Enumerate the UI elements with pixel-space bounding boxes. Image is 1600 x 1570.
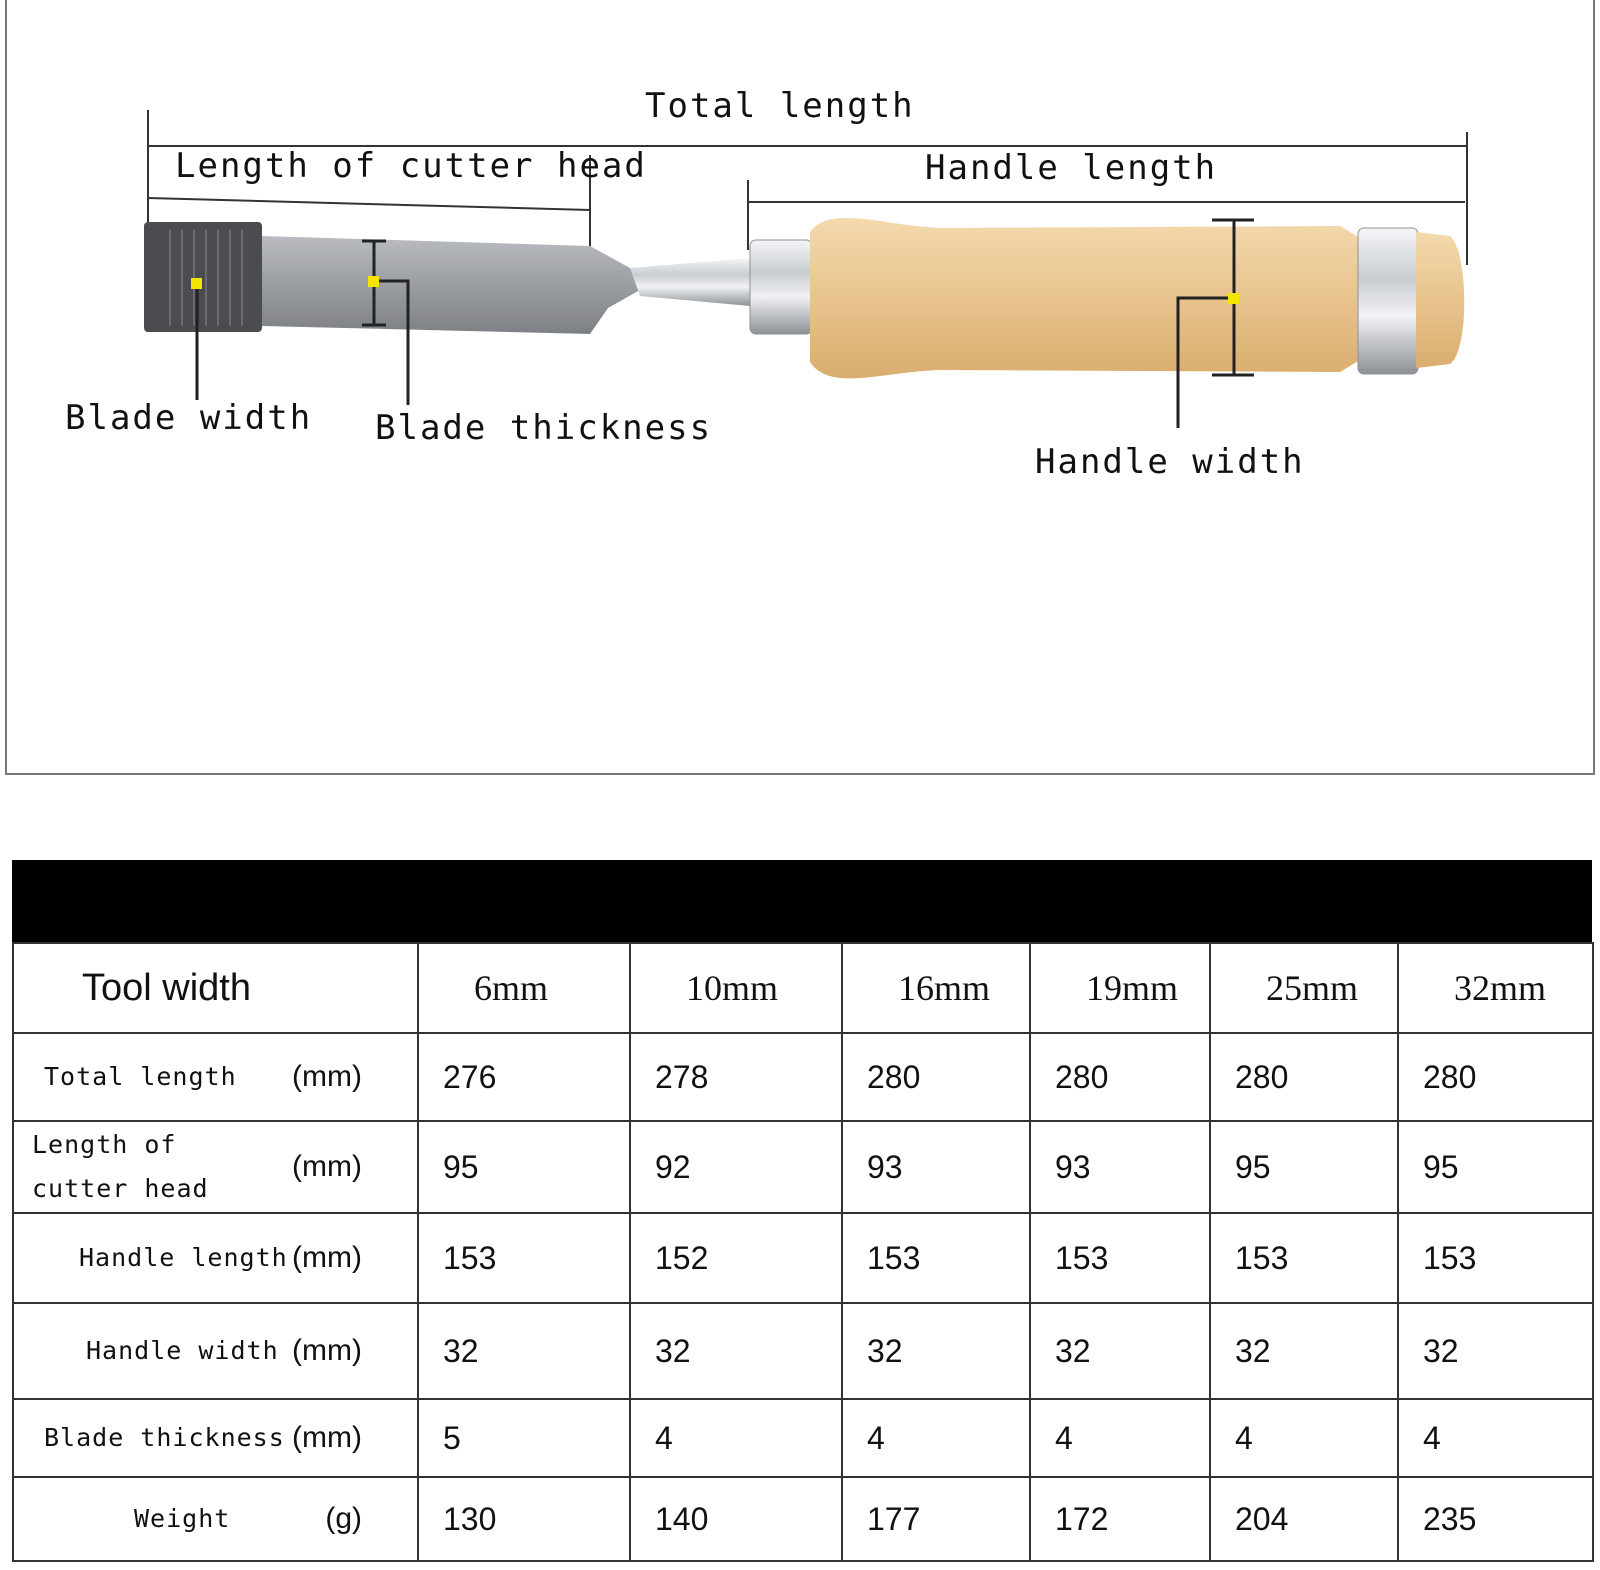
table-row	[13, 1213, 1593, 1303]
table-cell: 93	[842, 1121, 1030, 1213]
table-cell: 276	[418, 1033, 630, 1121]
blade-width-label: Blade width	[65, 398, 313, 438]
table-cell: 280	[842, 1033, 1030, 1121]
row-unit: (mm)	[292, 1241, 362, 1274]
row-label-cell	[13, 1121, 418, 1213]
table-cell: 204	[1210, 1477, 1398, 1561]
table-header-row	[13, 943, 1593, 1033]
table-header-band	[12, 860, 1592, 942]
blade	[144, 222, 750, 334]
table-cell: 4	[1398, 1399, 1593, 1477]
row-label: Total length	[44, 1062, 237, 1091]
table-cell: 93	[1030, 1121, 1210, 1213]
table-cell: 4	[630, 1399, 842, 1477]
table-cell: 280	[1210, 1033, 1398, 1121]
table-cell: 95	[1210, 1121, 1398, 1213]
table-cell: 152	[630, 1213, 842, 1303]
blade-thickness-label: Blade thickness	[375, 408, 713, 448]
size-header: 16mm	[842, 943, 1030, 1033]
tool-width-header: Tool width	[13, 943, 418, 1033]
row-label-cell	[13, 1033, 418, 1121]
table-cell: 153	[1030, 1213, 1210, 1303]
table-cell: 153	[418, 1213, 630, 1303]
row-label-cell	[13, 1477, 418, 1561]
row-unit: (mm)	[292, 1150, 362, 1183]
table-cell: 4	[1030, 1399, 1210, 1477]
table-cell: 4	[1210, 1399, 1398, 1477]
table-cell: 92	[630, 1121, 842, 1213]
row-unit: (mm)	[292, 1334, 362, 1367]
table-row	[13, 1477, 1593, 1561]
table-row	[13, 1121, 1593, 1213]
table-cell: 95	[1398, 1121, 1593, 1213]
table-row	[13, 1303, 1593, 1399]
table-cell: 32	[1398, 1303, 1593, 1399]
size-header: 6mm	[418, 943, 630, 1033]
size-header: 32mm	[1398, 943, 1593, 1033]
table-cell: 153	[1398, 1213, 1593, 1303]
table-row	[13, 1399, 1593, 1477]
table-cell: 32	[1210, 1303, 1398, 1399]
table-cell: 4	[842, 1399, 1030, 1477]
row-label-cell	[13, 1399, 418, 1477]
table-cell: 177	[842, 1477, 1030, 1561]
spec-table	[12, 942, 1594, 1562]
table-cell: 130	[418, 1477, 630, 1561]
size-header: 25mm	[1210, 943, 1398, 1033]
table-cell: 140	[630, 1477, 842, 1561]
table-cell: 153	[1210, 1213, 1398, 1303]
table-row	[13, 1033, 1593, 1121]
spec-table-section	[12, 860, 1592, 1562]
row-label: Weight	[134, 1504, 231, 1533]
row-unit: (mm)	[292, 1421, 362, 1454]
size-header: 19mm	[1030, 943, 1210, 1033]
row-label-cell	[13, 1303, 418, 1399]
total-length-label: Total length	[645, 86, 915, 126]
table-cell: 95	[418, 1121, 630, 1213]
table-cell: 32	[1030, 1303, 1210, 1399]
row-label: Handle length	[79, 1243, 288, 1272]
table-cell: 5	[418, 1399, 630, 1477]
size-header: 10mm	[630, 943, 842, 1033]
table-cell: 278	[630, 1033, 842, 1121]
row-label: Blade thickness	[44, 1423, 285, 1452]
row-unit: (g)	[325, 1502, 362, 1535]
table-cell: 235	[1398, 1477, 1593, 1561]
table-cell: 280	[1398, 1033, 1593, 1121]
row-unit: (mm)	[292, 1060, 362, 1093]
table-cell: 32	[630, 1303, 842, 1399]
table-cell: 32	[842, 1303, 1030, 1399]
row-label: Handle width	[86, 1336, 279, 1365]
handle-length-label: Handle length	[925, 148, 1218, 188]
row-label-cell	[13, 1213, 418, 1303]
row-label: Length of cutter head	[32, 1130, 209, 1203]
table-cell: 32	[418, 1303, 630, 1399]
cutter-head-label: Length of cutter head	[175, 146, 647, 186]
table-cell: 280	[1030, 1033, 1210, 1121]
handle	[750, 218, 1464, 378]
table-cell: 153	[842, 1213, 1030, 1303]
handle-width-label: Handle width	[1035, 442, 1305, 482]
table-cell: 172	[1030, 1477, 1210, 1561]
